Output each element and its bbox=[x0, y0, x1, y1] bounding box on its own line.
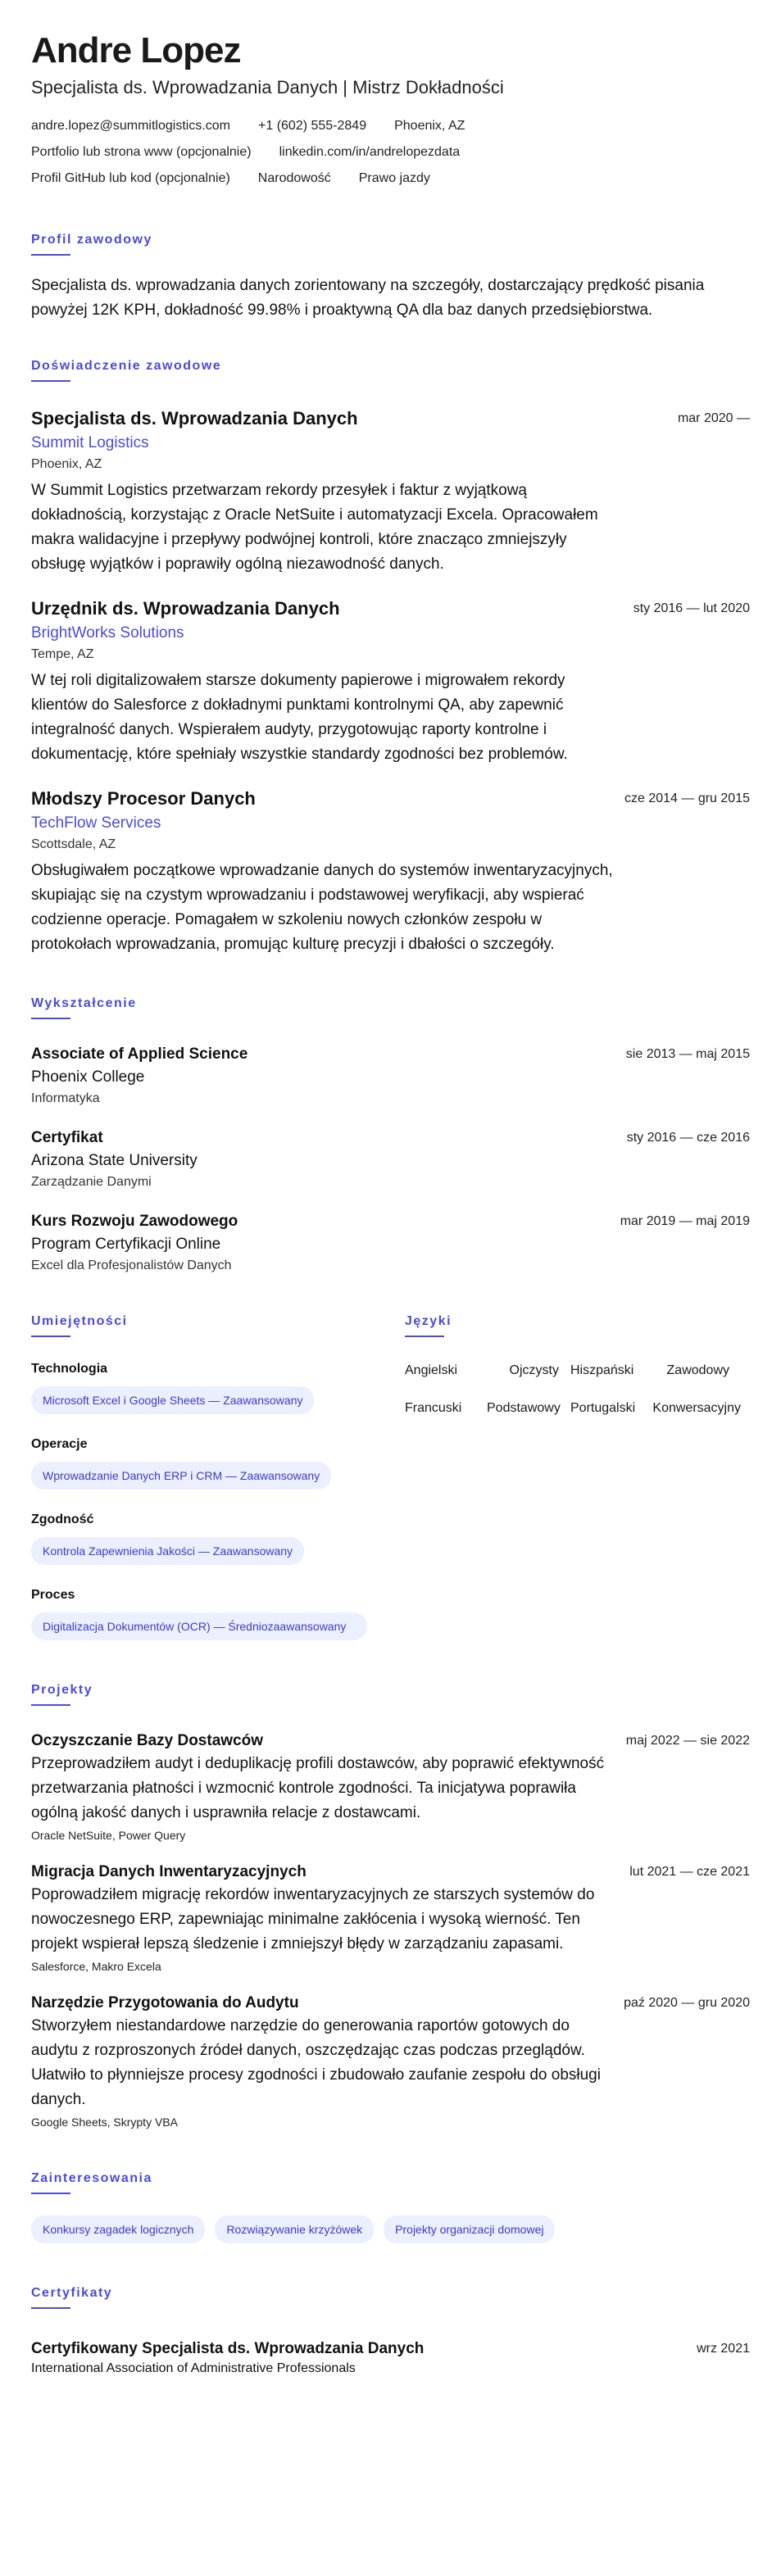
language-name: Francuski bbox=[405, 1401, 462, 1415]
project-entry bbox=[31, 1994, 750, 2129]
project-entry bbox=[31, 1732, 750, 1842]
contact-github[interactable]: Profil GitHub lub kod (opcjonalnie) bbox=[31, 171, 230, 185]
section-title: Wykształcenie bbox=[31, 996, 137, 1010]
contact-linkedin[interactable]: linkedin.com/in/andrelopezdata bbox=[279, 145, 461, 159]
skill-pill: Microsoft Excel i Google Sheets — Zaawansowany bbox=[31, 1386, 314, 1414]
projects-section bbox=[31, 1683, 750, 2129]
section-divider bbox=[31, 254, 70, 256]
experience-date: cze 2014 — gru 2015 bbox=[624, 791, 750, 805]
languages-list bbox=[405, 1363, 749, 1416]
job-description: W tej roli digitalizowałem starsze dokumenty papierowe i migrowałem rekordy klientów do Salesforce z dokładnymi punktami kontrolnymi QA, aby zapewnić integralność danych. Wspierałem audyty, przygotowując raporty kontrolne i dokumentację, które spełniały wszystkie standardy zgodności bez problemów. bbox=[31, 672, 568, 763]
degree: Associate of Applied Science bbox=[31, 1045, 248, 1063]
section-divider bbox=[31, 1336, 70, 1337]
section-title: Projekty bbox=[31, 1683, 93, 1697]
contact-email[interactable]: andre.lopez@summitlogistics.com bbox=[31, 119, 230, 133]
language-level: Zawodowy bbox=[666, 1363, 729, 1377]
section-divider bbox=[31, 2307, 70, 2309]
section-divider bbox=[405, 1336, 444, 1337]
skill-pill: Wprowadzanie Danych ERP i CRM — Zaawansowany bbox=[31, 1462, 331, 1490]
certificates-section bbox=[31, 2286, 750, 2376]
job-location: Phoenix, AZ bbox=[31, 457, 102, 471]
language-name: Angielski bbox=[405, 1363, 458, 1377]
section-title: Profil zawodowy bbox=[31, 233, 152, 247]
project-tech: Oracle NetSuite, Power Query bbox=[31, 1829, 186, 1842]
job-location: Tempe, AZ bbox=[31, 647, 94, 661]
project-entry bbox=[31, 1863, 750, 1973]
section-title: Języki bbox=[405, 1314, 452, 1328]
skill-pill: Kontrola Zapewnienia Jakości — Zaawansowany bbox=[31, 1537, 304, 1565]
interests-section bbox=[31, 2171, 750, 2243]
candidate-name: Andre Lopez bbox=[31, 30, 241, 70]
interests-list bbox=[31, 2215, 750, 2243]
section-title: Umiejętności bbox=[31, 1314, 128, 1328]
experience-date: mar 2020 — bbox=[677, 411, 750, 425]
project-title: Oczyszczanie Bazy Dostawców bbox=[31, 1732, 263, 1749]
contact-location: Phoenix, AZ bbox=[394, 119, 465, 133]
profile-section bbox=[31, 233, 750, 323]
contact-nationality: Narodowość bbox=[257, 171, 331, 185]
contact-portfolio[interactable]: Portfolio lub strona www (opcjonalnie) bbox=[31, 145, 252, 159]
certificate-entry bbox=[31, 2340, 750, 2376]
skill-pill: Digitalizacja Dokumentów (OCR) — Średniozaawansowany bbox=[31, 1612, 367, 1640]
project-description: Przeprowadziłem audyt i deduplikację profili dostawców, aby poprawić efektywność przetwarzania płatności i wzmocnić kontrole zgodności. Ta inicjatywa poprawiła ogólną jakość danych i usprawniła relacje z dostawcami. bbox=[31, 1755, 605, 1821]
skill-category: Proces bbox=[31, 1588, 75, 1602]
certificate-date: wrz 2021 bbox=[697, 2342, 750, 2356]
section-title: Certyfikaty bbox=[31, 2286, 113, 2300]
education-date: sie 2013 — maj 2015 bbox=[625, 1047, 750, 1061]
project-description: Stworzyłem niestandardowe narzędzie do generowania raportów gotowych do audytu z rozproszonych źródeł danych, oszczędzając czas podczas przeglądów. Ułatwiło to płynniejsze procesy zgodności i zbudowało zaufanie zespołu do obsługi danych. bbox=[31, 2017, 601, 2108]
education-entry bbox=[31, 1045, 750, 1106]
language-level: Konwersacyjny bbox=[652, 1401, 741, 1415]
contact-driving-license: Prawo jazdy bbox=[358, 171, 430, 185]
section-title: Doświadczenie zawodowe bbox=[31, 359, 222, 373]
education-section bbox=[31, 996, 750, 1273]
interest-pill: Konkursy zagadek logicznych bbox=[31, 2215, 205, 2243]
education-entry bbox=[31, 1213, 750, 1273]
job-description: Obsługiwałem początkowe wprowadzanie danych do systemów inwentaryzacyjnych, skupiając się na czystym wprowadzaniu i podstawowej weryfikacji, aby wspierać codzienne operacje. Pomagałem w szkoleniu nowych członków zespołu w protokołach wprowadzania, promując kulturę precyzji i dbałości o szczegóły. bbox=[31, 862, 613, 953]
project-description: Poprowadziłem migrację rekordów inwentaryzacyjnych ze starszych systemów do nowoczesnego ERP, zapewniając minimalne zakłócenia i wysoką wierność. Ten projekt wspierał lepszą śledzenie i zmniejszył błędy w zarządzaniu zapasami. bbox=[31, 1886, 595, 1952]
job-title: Urzędnik ds. Wprowadzania Danych bbox=[31, 598, 340, 619]
project-title: Narzędzie Przygotowania do Audytu bbox=[31, 1994, 299, 2011]
company-name[interactable]: BrightWorks Solutions bbox=[31, 624, 184, 642]
language-level: Ojczysty bbox=[509, 1363, 559, 1377]
section-divider bbox=[31, 1704, 70, 1706]
degree: Kurs Rozwoju Zawodowego bbox=[31, 1213, 238, 1230]
company-name[interactable]: Summit Logistics bbox=[31, 434, 149, 451]
profile-summary: Specjalista ds. wprowadzania danych zorientowany na szczegóły, dostarczający prędkość pisania powyżej 12K KPH, dokładność 99.98% i proaktywną QA dla baz danych przedsiębiorstwa. bbox=[31, 277, 705, 319]
job-location: Scottsdale, AZ bbox=[31, 837, 116, 851]
project-tech: Google Sheets, Skrypty VBA bbox=[31, 2116, 178, 2129]
project-tech: Salesforce, Makro Excela bbox=[31, 1960, 161, 1973]
skills-section bbox=[31, 1314, 405, 1640]
experience-section bbox=[31, 359, 750, 957]
interest-pill: Projekty organizacji domowej bbox=[384, 2215, 555, 2243]
experience-date: sty 2016 — lut 2020 bbox=[633, 601, 750, 615]
interest-pill: Rozwiązywanie krzyżówek bbox=[215, 2215, 374, 2243]
job-description: W Summit Logistics przetwarzam rekordy przesyłek i faktur z wyjątkową dokładnością, korzystając z Oracle NetSuite i automatyzacji Excela. Opracowałem makra walidacyjne i przepływy podwójnej kontroli, które znacząco zmniejszyły obsługę wyjątków i poprawiły ogólną niezawodność danych. bbox=[31, 482, 598, 573]
section-title: Zainteresowania bbox=[31, 2171, 152, 2185]
education-date: mar 2019 — maj 2019 bbox=[620, 1214, 750, 1228]
project-date: maj 2022 — sie 2022 bbox=[625, 1734, 750, 1748]
project-title: Migracja Danych Inwentaryzacyjnych bbox=[31, 1863, 306, 1880]
project-date: paź 2020 — gru 2020 bbox=[624, 1996, 750, 2010]
field-of-study: Excel dla Profesjonalistów Danych bbox=[31, 1259, 232, 1272]
skill-category: Operacje bbox=[31, 1437, 88, 1451]
job-title: Młodszy Procesor Danych bbox=[31, 788, 256, 809]
skill-category: Technologia bbox=[31, 1362, 108, 1376]
section-divider bbox=[31, 380, 70, 382]
field-of-study: Informatyka bbox=[31, 1091, 100, 1105]
languages-section bbox=[405, 1314, 749, 1640]
school-name: Program Certyfikacji Online bbox=[31, 1236, 221, 1253]
section-divider bbox=[31, 2193, 70, 2194]
skills-languages-row bbox=[31, 1314, 750, 1640]
language-level: Podstawowy bbox=[487, 1401, 561, 1415]
headline: Specjalista ds. Wprowadzania Danych | Mistrz Dokładności bbox=[31, 77, 504, 98]
field-of-study: Zarządzanie Danymi bbox=[31, 1175, 152, 1189]
contact-info bbox=[31, 113, 750, 192]
section-divider bbox=[31, 1018, 70, 1019]
language-name: Hiszpański bbox=[570, 1363, 634, 1377]
certificate-issuer: International Association of Administrative Professionals bbox=[31, 2361, 356, 2375]
experience-entry bbox=[31, 788, 750, 957]
education-date: sty 2016 — cze 2016 bbox=[626, 1131, 750, 1145]
experience-entry bbox=[31, 408, 750, 577]
degree: Certyfikat bbox=[31, 1129, 103, 1146]
school-name: Arizona State University bbox=[31, 1152, 198, 1169]
skill-category: Zgodność bbox=[31, 1512, 94, 1526]
job-title: Specjalista ds. Wprowadzania Danych bbox=[31, 408, 358, 429]
experience-entry bbox=[31, 598, 750, 767]
school-name: Phoenix College bbox=[31, 1068, 145, 1086]
certificate-title: Certyfikowany Specjalista ds. Wprowadzania Danych bbox=[31, 2340, 425, 2357]
language-name: Portugalski bbox=[570, 1401, 636, 1415]
contact-phone[interactable]: +1 (602) 555-2849 bbox=[258, 119, 367, 133]
project-date: lut 2021 — cze 2021 bbox=[629, 1865, 750, 1879]
company-name[interactable]: TechFlow Services bbox=[31, 814, 161, 832]
education-entry bbox=[31, 1129, 750, 1190]
